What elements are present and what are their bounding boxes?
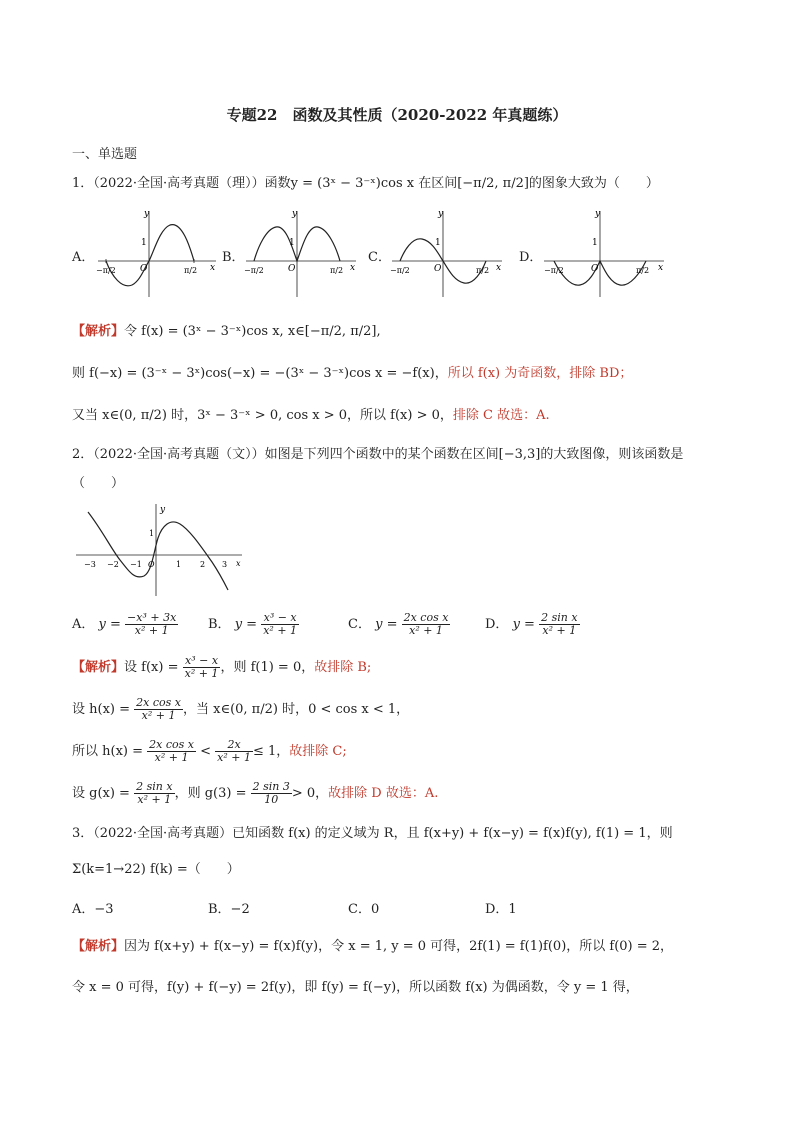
solution-conclusion: 故排除 D 故选：A. xyxy=(328,786,439,801)
neg-label: −π/2 xyxy=(544,266,564,275)
solution-conclusion: 排除 C 故选：A. xyxy=(452,408,550,423)
origin-label: O xyxy=(140,264,148,274)
y-label: y xyxy=(144,209,150,219)
one-label: 1 xyxy=(141,238,147,248)
tick-label: 3 xyxy=(222,560,228,569)
fraction: $\frac{\text{x³ − x}}{\text{x² + 1}}$ xyxy=(184,654,219,680)
page-title: 专题22 函数及其性质（2020-2022 年真题练） xyxy=(226,106,568,124)
origin-label: O xyxy=(591,264,599,274)
one-label: 1 xyxy=(435,238,441,248)
q2-solution-line3 xyxy=(72,739,347,764)
solution-text: ≤ 1， xyxy=(253,744,290,759)
q1-option-d-label[interactable]: D． xyxy=(519,250,543,265)
q1-solution-line1 xyxy=(72,320,381,339)
pos-label: π/2 xyxy=(476,266,490,275)
y-label: y xyxy=(595,209,601,219)
q3-solution-line1 xyxy=(72,935,673,954)
y-label: y xyxy=(438,209,444,219)
option-label: A． xyxy=(72,617,95,632)
solution-text: 设 g(x) = xyxy=(72,786,130,801)
fraction: $\frac{\text{2 sin x}}{\text{x² + 1}}$ xyxy=(541,611,578,637)
q2-stem-brackets: （ ） xyxy=(72,476,125,491)
y-label: y xyxy=(160,505,166,515)
fraction: $\frac{\text{2x cos x}}{\text{x² + 1}}$ xyxy=(149,738,194,764)
y-label: y xyxy=(292,209,298,219)
one-label: 1 xyxy=(149,529,155,538)
q1-graph-d[interactable] xyxy=(540,207,670,302)
option-label: D． xyxy=(485,617,509,632)
fraction: $\frac{2 \sin 3}{10}$ xyxy=(252,780,290,806)
solution-tag: 【解析】 xyxy=(72,324,125,339)
x-label: x xyxy=(210,263,216,273)
solution-text: < xyxy=(200,744,212,759)
solution-conclusion: 所以 f(x) 为奇函数，排除 BD； xyxy=(447,366,633,381)
q2-graph xyxy=(72,500,252,600)
q3-stem-sum: Σ(k=1→22) f(k) =（ ） xyxy=(72,862,240,877)
fraction: $\frac{\text{2x cos x}}{\text{x² + 1}}$ xyxy=(136,696,181,722)
tick-label: 1 xyxy=(176,560,182,569)
one-label: 1 xyxy=(592,238,598,248)
q1-graph-a[interactable] xyxy=(92,207,222,302)
q1-option-b-label[interactable]: B． xyxy=(222,250,245,265)
solution-text: 设 f(x) = xyxy=(124,660,179,675)
tick-label: −1 xyxy=(130,560,142,569)
fraction: $\frac{\text{−x³ + 3x}}{\text{x² + 1}}$ xyxy=(127,611,177,637)
q2-option-a[interactable] xyxy=(72,612,178,637)
solution-tag: 【解析】 xyxy=(72,939,125,954)
origin-label: O xyxy=(288,264,296,274)
solution-text: 则 f(−x) = (3⁻ˣ − 3ˣ)cos(−x) = −(3ˣ − 3⁻ˣ)cos x = −f(x)， xyxy=(72,366,448,381)
x-label: x xyxy=(350,263,356,273)
q1-stem: 1．（2022·全国·高考真题（理））函数y = (3ˣ − 3⁻ˣ)cos x 在区间[−π/2, π/2]的图象大致为（ ） xyxy=(72,176,659,191)
q3-option-d[interactable]: D．1 xyxy=(485,902,517,917)
solution-conclusion: 故排除 B; xyxy=(314,660,372,675)
q2-stem: 2．（2022·全国·高考真题（文））如图是下列四个函数中的某个函数在区间[−3,3]的大致图像，则该函数是 xyxy=(72,447,684,462)
tick-label: 2 xyxy=(200,560,206,569)
q2-solution-line1 xyxy=(72,655,371,680)
neg-label: −π/2 xyxy=(390,266,410,275)
q2-option-b[interactable] xyxy=(208,612,299,637)
q3-option-b[interactable]: B．−2 xyxy=(208,902,250,917)
q2-option-c[interactable] xyxy=(348,612,450,637)
q3-solution-line2: 令 x = 0 可得，f(y) + f(−y) = 2f(y)，即 f(y) = f(−y)，所以函数 f(x) 为偶函数，令 y = 1 得， xyxy=(72,980,639,995)
solution-text: 又当 x∈(0, π/2) 时，3ˣ − 3⁻ˣ > 0, cos x > 0，所以 f(x) > 0， xyxy=(72,408,453,423)
solution-text: 设 h(x) = xyxy=(72,702,131,717)
pos-label: π/2 xyxy=(184,266,198,275)
section-heading: 一、单选题 xyxy=(72,147,138,162)
solution-text: ，当 x∈(0, π/2) 时，0 < cos x < 1， xyxy=(182,702,410,717)
q1-solution-line2 xyxy=(72,362,632,381)
q2-solution-line2 xyxy=(72,697,409,722)
solution-tag: 【解析】 xyxy=(72,660,125,675)
fraction: $\frac{\text{2 sin x}}{\text{x² + 1}}$ xyxy=(136,780,173,806)
x-label: x xyxy=(658,263,664,273)
solution-conclusion: 故排除 C; xyxy=(289,744,347,759)
option-lhs: y = xyxy=(512,617,535,632)
solution-text: ，则 f(1) = 0， xyxy=(220,660,315,675)
solution-text: > 0， xyxy=(291,786,329,801)
solution-text: 令 f(x) = (3ˣ − 3⁻ˣ)cos x, x∈[−π/2, π/2], xyxy=(124,324,381,339)
q1-option-c-label[interactable]: C． xyxy=(368,250,391,265)
pos-label: π/2 xyxy=(636,266,650,275)
fraction: $\frac{\text{x³ − x}}{\text{x² + 1}}$ xyxy=(263,611,298,637)
neg-label: −π/2 xyxy=(244,266,264,275)
option-lhs: y = xyxy=(234,617,258,632)
x-label: x xyxy=(496,263,502,273)
q1-option-a-label[interactable]: A． xyxy=(72,250,95,265)
q2-option-d[interactable] xyxy=(485,612,580,637)
tick-label: −3 xyxy=(84,560,96,569)
neg-label: −π/2 xyxy=(96,266,116,275)
q3-stem: 3．（2022·全国·高考真题）已知函数 f(x) 的定义域为 R，且 f(x+y) + f(x−y) = f(x)f(y), f(1) = 1，则 xyxy=(72,826,673,841)
solution-text: ，则 g(3) = xyxy=(174,786,247,801)
q3-option-c[interactable]: C．0 xyxy=(348,902,380,917)
x-label: x xyxy=(236,559,241,568)
curve xyxy=(106,225,194,286)
curve xyxy=(88,512,228,590)
one-label: 1 xyxy=(289,238,295,248)
q3-option-a[interactable]: A．−3 xyxy=(72,902,114,917)
option-lhs: y = xyxy=(98,617,121,632)
q2-solution-line4 xyxy=(72,781,438,806)
q1-solution-line3 xyxy=(72,404,550,423)
option-label: B． xyxy=(208,617,231,632)
fraction: $\frac{2x}{\text{x² + 1}}$ xyxy=(217,738,251,764)
pos-label: π/2 xyxy=(330,266,344,275)
solution-text: 因为 f(x+y) + f(x−y) = f(x)f(y)，令 x = 1, y = 0 可得，2f(1) = f(1)f(0)，所以 f(0) = 2， xyxy=(124,939,674,954)
q1-graph-c[interactable] xyxy=(388,207,508,302)
tick-label: −2 xyxy=(107,560,119,569)
origin-label: O xyxy=(434,264,442,274)
option-label: C． xyxy=(348,617,371,632)
origin-label: O xyxy=(148,560,155,569)
solution-text: 所以 h(x) = xyxy=(72,744,144,759)
option-lhs: y = xyxy=(375,617,398,632)
fraction: $\frac{\text{2x cos x}}{\text{x² + 1}}$ xyxy=(403,611,449,637)
q1-graph-b[interactable] xyxy=(242,207,362,302)
